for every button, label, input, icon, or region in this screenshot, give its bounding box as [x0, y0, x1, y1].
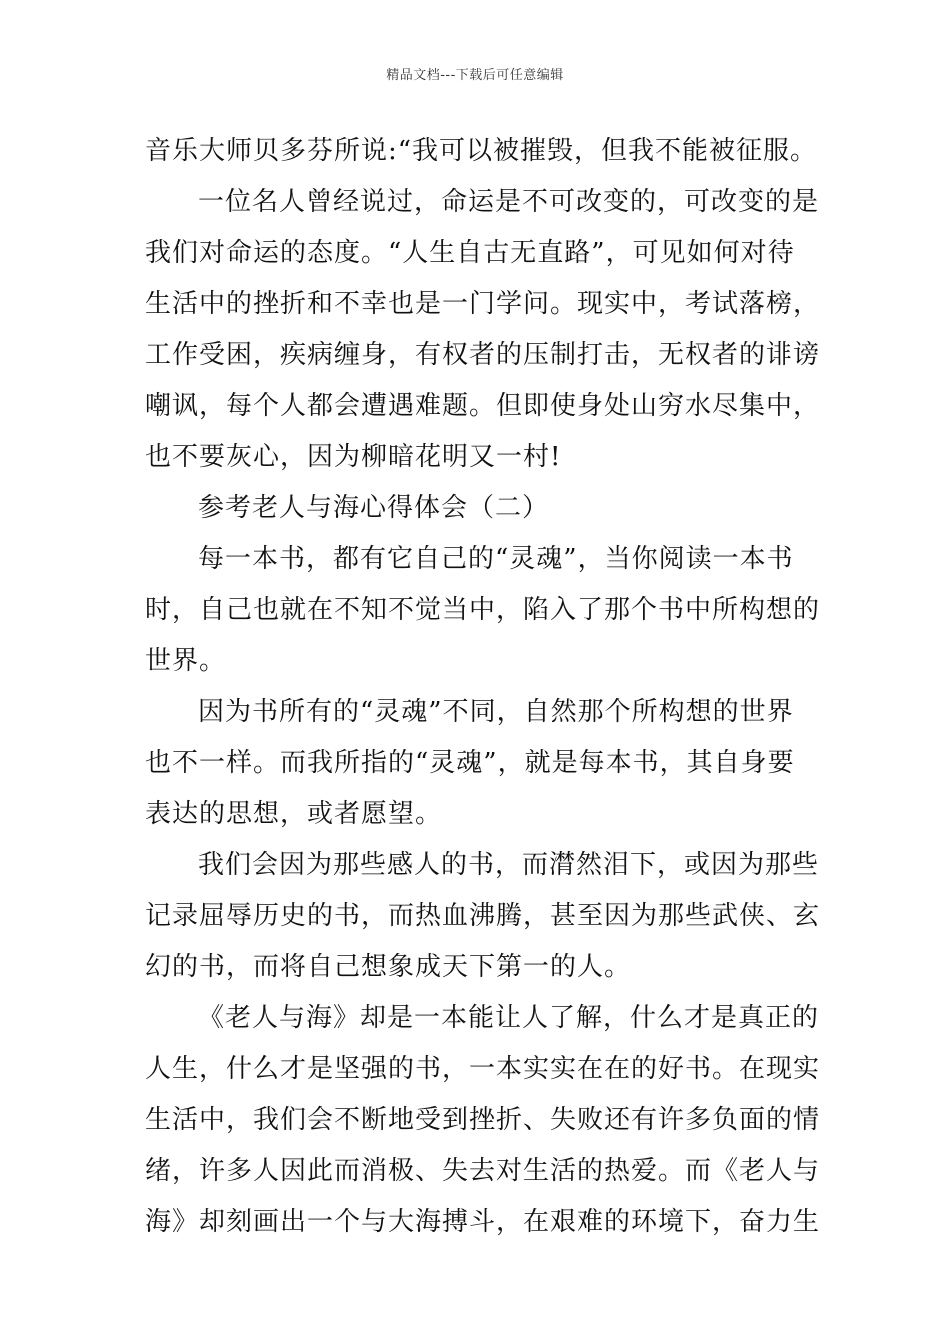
document-body	[145, 126, 821, 1248]
text-line: 我们会因为那些感人的书，而潸然泪下，或因为那些	[198, 850, 820, 880]
page-header: 精品文档---下载后可任意编辑	[386, 68, 564, 83]
text-line: 也不要灰心，因为柳暗花明又一村!	[145, 442, 562, 472]
text-line: 因为书所有的“灵魂”不同，自然那个所构想的世界	[198, 697, 794, 727]
text-line: 生活中的挫折和不幸也是一门学问。现实中，考试落榜，	[145, 289, 821, 319]
text-line: 时，自己也就在不知不觉当中，陷入了那个书中所构想的	[145, 595, 821, 625]
text-line: 也不一样。而我所指的“灵魂”，就是每本书，其自身要	[145, 748, 795, 778]
text-line: 记录屈辱历史的书，而热血沸腾，甚至因为那些武侠、玄	[145, 901, 821, 931]
text-line: 音乐大师贝多芬所说:“我可以被摧毁，但我不能被征服。	[145, 136, 818, 166]
text-line: 每一本书，都有它自己的“灵魂”，当你阅读一本书	[198, 544, 794, 574]
text-line: 表达的思想，或者愿望。	[145, 799, 443, 829]
text-line: 幻的书，而将自己想象成天下第一的人。	[145, 952, 632, 982]
text-line: 海》却刻画出一个与大海搏斗，在艰难的环境下，奋力生	[145, 1207, 821, 1237]
text-line: 工作受困，疾病缠身，有权者的压制打击，无权者的诽谤	[145, 340, 821, 370]
text-line: 生活中，我们会不断地受到挫折、失败还有许多负面的情	[145, 1105, 821, 1135]
text-line: 绪，许多人因此而消极、失去对生活的热爱。而《老人与	[145, 1156, 821, 1186]
text-line: 我们对命运的态度。“人生自古无直路”，可见如何对待	[145, 238, 795, 268]
section-heading: 参考老人与海心得体会（二）	[198, 493, 550, 523]
text-line: 世界。	[145, 646, 227, 676]
text-line: 《老人与海》却是一本能让人了解，什么才是真正的	[198, 1003, 820, 1033]
text-line: 人生，什么才是坚强的书，一本实实在在的好书。在现实	[145, 1054, 821, 1084]
text-line: 嘲讽，每个人都会遭遇难题。但即使身处山穷水尽集中，	[145, 391, 821, 421]
text-line: 一位名人曾经说过，命运是不可改变的，可改变的是	[198, 187, 820, 217]
